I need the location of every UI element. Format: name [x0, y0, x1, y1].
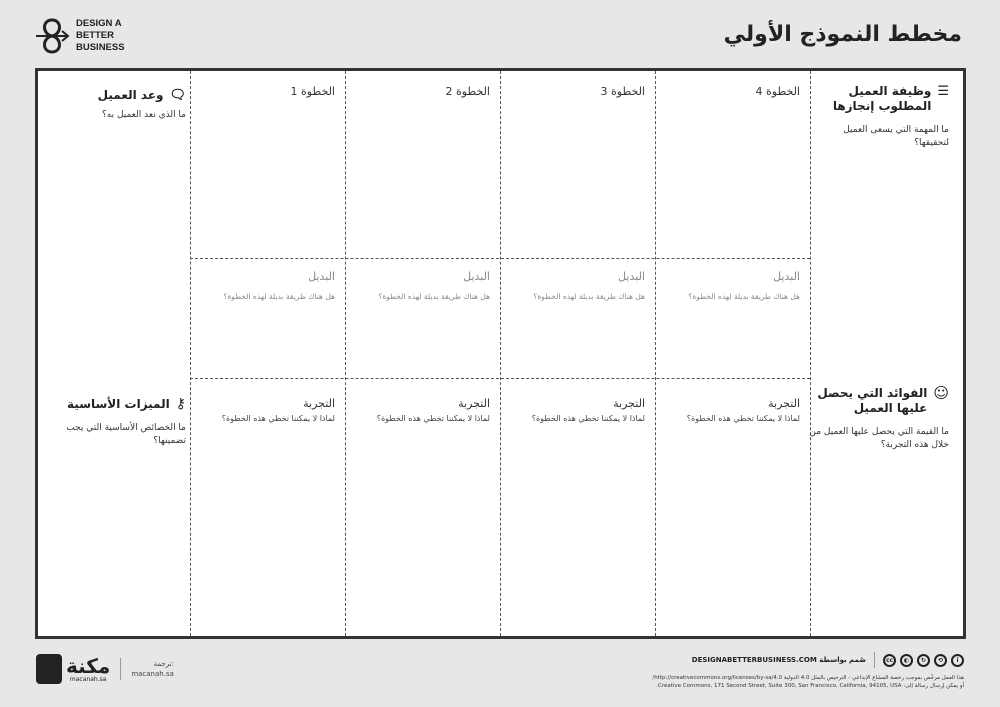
- translator-block: [36, 654, 174, 684]
- alternative-text: هل هناك طريقة بديلة لهذه الخطوة؟: [378, 292, 490, 301]
- smiley-icon: ☺: [933, 384, 949, 402]
- remix-icon: ↻: [917, 654, 930, 667]
- alternative-text: هل هناك طريقة بديلة لهذه الخطوة؟: [688, 292, 800, 301]
- step-label: الخطوة 3: [600, 85, 645, 98]
- share-icon: ◐: [900, 654, 913, 667]
- divider: [500, 71, 501, 636]
- customer-benefits-title: الفوائد التي يحصل عليها العميل: [817, 386, 928, 415]
- cc-icons: [883, 654, 964, 667]
- sharealike-icon: ⟲: [934, 654, 947, 667]
- experience-1[interactable]: [190, 397, 345, 423]
- divider: [810, 71, 811, 636]
- key-icon: ⚷: [175, 396, 186, 412]
- designer-credit[interactable]: صُمم بواسطة DESIGNABETTERBUSINESS.COM: [691, 656, 866, 664]
- key-features-text: ما الخصائص الأساسية التي يجب تضمينها؟: [66, 423, 186, 446]
- divider: [345, 71, 346, 636]
- cc-icon: cc: [883, 654, 896, 667]
- alternative-title: البديل: [308, 270, 335, 283]
- alternative-title: البديل: [618, 270, 645, 283]
- attribution-icon: i: [951, 654, 964, 667]
- experience-title: التجربة: [303, 397, 335, 410]
- alternative-text: هل هناك طريقة بديلة لهذه الخطوة؟: [223, 292, 335, 301]
- experience-4[interactable]: [655, 397, 810, 423]
- logo: [34, 16, 125, 56]
- customer-promise[interactable]: [38, 88, 186, 122]
- experience-3[interactable]: [500, 397, 655, 423]
- alternative-1[interactable]: [190, 270, 345, 301]
- divider: [190, 258, 810, 259]
- alternative-2[interactable]: [345, 270, 500, 301]
- page-title: مخطط النموذج الأولي: [723, 22, 962, 47]
- alternative-title: البديل: [463, 270, 490, 283]
- experience-title: التجربة: [458, 397, 490, 410]
- logo-line: BUSINESS: [76, 42, 125, 53]
- alternative-text: هل هناك طريقة بديلة لهذه الخطوة؟: [533, 292, 645, 301]
- license-address: أو يمكن إرسال رسالة إلى: Creative Commons, 171 Second Street, Suite 300, San Francisco, California, 94105, USA.: [656, 683, 964, 689]
- brand-url: macanah.sa: [69, 675, 107, 683]
- customer-benefits[interactable]: [809, 386, 949, 452]
- alternative-4[interactable]: [655, 270, 810, 301]
- experience-text: لماذا لا يمكننا تخطي هذه الخطوة؟: [221, 414, 335, 423]
- key-features[interactable]: [38, 397, 186, 448]
- customer-benefits-text: ما القيمة التي يحصل عليها العميل من خلال هذه التجربة؟: [809, 427, 949, 450]
- divider: [655, 71, 656, 636]
- logo-line: DESIGN A: [76, 18, 122, 29]
- translated-by-label: ترجمة:: [153, 660, 174, 668]
- logo-icon: [34, 16, 70, 56]
- logo-line: BETTER: [76, 30, 114, 41]
- experience-text: لماذا لا يمكننا تخطي هذه الخطوة؟: [376, 414, 490, 423]
- prototype-canvas: [35, 68, 966, 639]
- customer-job[interactable]: [809, 84, 949, 150]
- step-label: الخطوة 1: [290, 85, 335, 98]
- customer-job-text: ما المهمة التي يسعى العميل لتحقيقها؟: [843, 125, 949, 148]
- step-1[interactable]: [190, 85, 345, 98]
- macanah-logo: [36, 654, 110, 684]
- macanah-logo-icon: [36, 654, 62, 684]
- experience-title: التجربة: [613, 397, 645, 410]
- license-text: هذا العمل مرخّص بموجب رخصة المشاع الإبداعي - الترخيص بالمثل 4.0 الدولية http://creativecommons.org/licenses/by-sa/4.0/: [652, 675, 964, 681]
- alternative-3[interactable]: [500, 270, 655, 301]
- key-features-title: الميزات الأساسية: [67, 397, 170, 411]
- experience-text: لماذا لا يمكننا تخطي هذه الخطوة؟: [531, 414, 645, 423]
- customer-promise-text: ما الذي نعد العميل به؟: [101, 110, 186, 120]
- experience-title: التجربة: [768, 397, 800, 410]
- step-2[interactable]: [345, 85, 500, 98]
- experience-2[interactable]: [345, 397, 500, 423]
- step-label: الخطوة 4: [755, 85, 800, 98]
- license-block: [652, 652, 964, 690]
- divider: [190, 71, 191, 636]
- step-3[interactable]: [500, 85, 655, 98]
- step-label: الخطوة 2: [445, 85, 490, 98]
- customer-job-title: وظيفة العميل المطلوب إنجازها: [832, 84, 932, 113]
- translator-link[interactable]: macanah.sa: [131, 670, 174, 678]
- speech-bubble-icon: 🗨: [169, 88, 186, 103]
- brand-name: مكنة: [66, 653, 111, 678]
- alternative-title: البديل: [773, 270, 800, 283]
- experience-text: لماذا لا يمكننا تخطي هذه الخطوة؟: [686, 414, 800, 423]
- step-4[interactable]: [655, 85, 810, 98]
- list-icon: ☰: [937, 84, 949, 99]
- divider: [190, 378, 810, 379]
- customer-promise-title: وعد العميل: [97, 88, 164, 102]
